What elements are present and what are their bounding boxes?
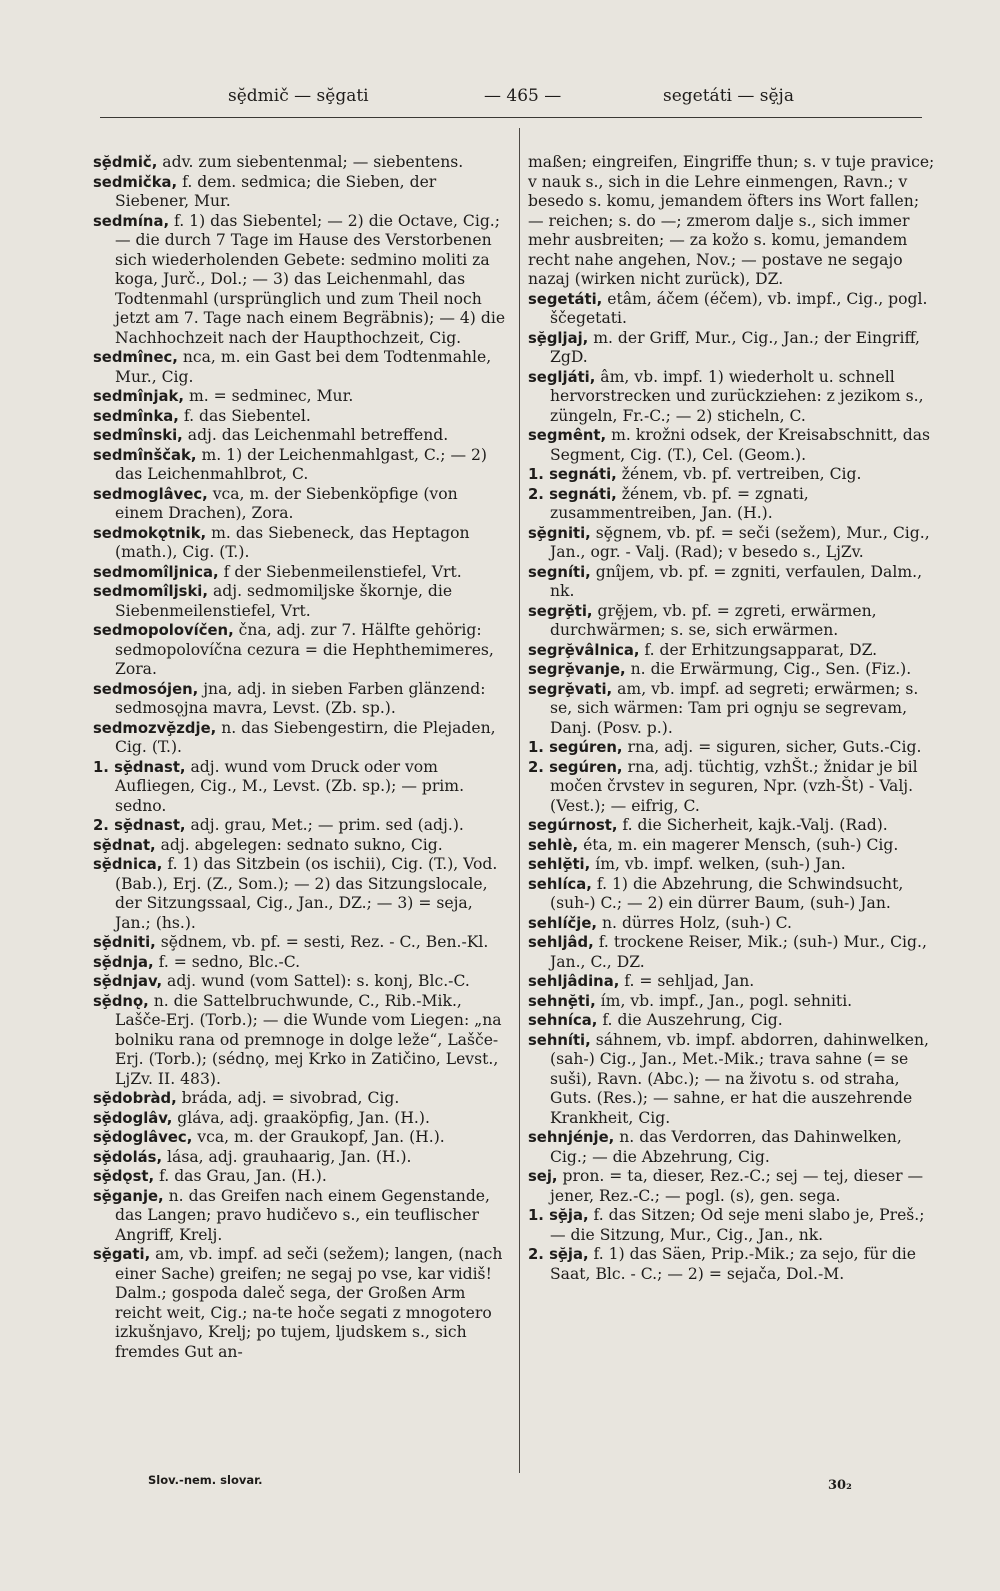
dictionary-entry [528,914,938,934]
entry-headword: segúrnost, [528,817,618,834]
dictionary-entry [93,953,506,973]
dictionary-entry [93,1089,506,1109]
entry-definition: am, vb. impf. ad seči (sežem); langen, (nach einer Sache) greifen; ne segaj po vse, kar vidiš! Dalm.; gospoda daleč sega, der Großen Arm reicht weit, Cig.; na-te hoče segati z mnogotero izkušnjavo, Krelj; po tujem, ljudskem s., sich fremdes Gut an- [115,1245,503,1361]
entry-definition: f. das Sitzen; Od seje meni slabo je, Preš.; — die Sitzung, Mur., Cig., Jan., nk. [550,1206,925,1244]
entry-headword: sedmînjak, [93,388,184,405]
entry-definition: adj. abgelegen: sednato sukno, Cig. [155,835,443,854]
dictionary-entry [528,836,938,856]
dictionary-entry [528,972,938,992]
dictionary-entry [528,368,938,427]
right-column [528,153,938,1284]
entry-definition: adj. wund (vom Sattel): s. konj, Blc.-C. [162,972,470,990]
entry-definition: f. 1) das Säen, Prip.-Mik.; za sejo, für die Saat, Blc. - C.; — 2) = sejača, Dol.-M. [550,1245,917,1283]
dictionary-entry [528,641,938,661]
entry-headword: sḝganje, [93,1187,164,1205]
entry-definition: m. der Griff, Mur., Cig., Jan.; der Eingriff, ZgD. [550,328,920,366]
entry-headword: sedmokǫtnik, [93,524,207,542]
entry-headword: sehljâdina, [528,973,620,990]
dictionary-entry [93,1128,506,1148]
entry-headword: 2. sḝja, [528,1246,589,1263]
entry-headword: sḝdnǫ, [93,992,149,1010]
entry-definition: n. das Greifen nach einem Gegenstande, das Langen; pravo hudičevo s., ein teuflischer Angriff, Krelj. [115,1186,490,1244]
entry-definition: ím, vb. impf., Jan., pogl. sehniti. [595,991,853,1010]
entry-headword: sḝgati, [93,1246,151,1263]
entry-definition: adj. sedmomiljske škornje, die Siebenmeilenstiefel, Vrt. [115,582,453,620]
entry-headword: sḝdobràd, [93,1090,177,1107]
entry-definition: n. das Siebengestirn, die Plejaden, Cig. (T.). [115,718,496,756]
dictionary-entry [528,563,938,602]
entry-definition: nca, m. ein Gast bei dem Todtenmahle, Mur., Cig. [115,348,492,386]
entry-headword: 1. sḝja, [528,1207,589,1224]
entry-definition: n. die Sattelbruchwunde, C., Rib.-Mik., Lašče-Erj. (Torb.); — die Wunde vom Liegen: „na bolniku rana od premnoge in dolge leže“, Lašče-Erj. (Torb.); (sédnǫ, mej Krko in Zatičino, Levst., LjZv. II. 483). [115,991,502,1088]
entry-definition: f. = sedno, Blc.-C. [153,952,301,971]
dictionary-entry [93,407,506,427]
entry-headword: sedmomîljnica, [93,563,219,581]
left-column [93,153,506,1362]
dictionary-entry [93,173,506,212]
entry-headword: sehnjénje, [528,1129,615,1146]
entry-headword: segrḝvati, [528,680,613,698]
entry-headword: 1. segúren, [528,739,623,756]
dictionary-entry [93,992,506,1090]
entry-definition: f. die Auszehrung, Cig. [597,1011,783,1029]
entry-definition: m. = sedminec, Mur. [183,387,354,405]
running-header [100,86,925,118]
dictionary-entry [528,153,938,290]
dictionary-entry [528,758,938,817]
entry-headword: sḝdoglâv, [93,1109,173,1127]
entry-headword: sedmozvḝzdje, [93,719,217,737]
entry-headword: sḝdniti, [93,934,156,951]
dictionary-entry [528,602,938,641]
entry-definition: n. das Verdorren, das Dahinwelken, Cig.; — die Abzehrung, Cig. [550,1128,902,1166]
entry-headword: sedmînec, [93,349,178,366]
entry-headword: sḝdmič, [93,154,158,171]
dictionary-entry [93,563,506,583]
entry-definition: f. = sehljad, Jan. [619,972,755,990]
entry-definition: pron. = ta, dieser, Rez.-C.; sej — tej, dieser — jener, Rez.-C.; — pogl. (s), gen. sega. [550,1167,924,1205]
entry-definition: gláva, adj. graaköpfig, Jan. (H.). [172,1108,430,1127]
entry-headword: sḝdnica, [93,856,163,873]
entry-headword: sedmoglâvec, [93,485,208,503]
entry-headword: sehnḝti, [528,992,596,1010]
entry-definition: f. das Siebentel. [178,406,311,425]
entry-headword: sḝdoglâvec, [93,1129,193,1146]
entry-definition: f. dem. sedmica; die Sieben, der Siebener, Mur. [115,172,437,210]
dictionary-entry [93,524,506,563]
entry-headword: sedmînski, [93,427,183,444]
entry-headword: sedmînka, [93,407,179,425]
entry-definition: f. 1) das Sitzbein (os ischii), Cig. (T.), Vod. (Bab.), Erj. (Z., Som.); — 2) das Sitzungslocale, der Sitzungssaal, Cig., Jan., DZ.; — 3) = seja, Jan.; (hs.). [115,855,498,932]
entry-headword: sehlíca, [528,875,592,893]
entry-headword: sedmína, [93,212,170,230]
dictionary-entry [528,875,938,914]
entry-definition: adv. zum siebentenmal; — siebentens. [157,153,464,171]
entry-headword: 2. sḝdnast, [93,817,186,834]
column-divider [519,128,520,1473]
entry-headword: sehníti, [528,1031,591,1049]
dictionary-entry [93,212,506,349]
entry-definition: f. trockene Reiser, Mik.; (suh-) Mur., Cig., Jan., C., DZ. [550,933,927,971]
entry-definition: f. der Erhitzungsapparat, DZ. [639,640,878,659]
dictionary-entry [528,992,938,1012]
dictionary-entry [528,329,938,368]
dictionary-entry [528,524,938,563]
dictionary-entry [528,1206,938,1245]
entry-definition: adj. grau, Met.; — prim. sed (adj.). [185,816,464,834]
entry-definition: adj. das Leichenmahl betreffend. [182,426,449,444]
dictionary-entry [528,426,938,465]
sheet-mark: 30₂ [828,1478,852,1493]
entry-definition: sáhnem, vb. impf. abdorren, dahinwelken, (sah-) Cig., Jan., Met.-Mik.; trava sahne (= se suši), Ravn. (Abc.); — na životu s. od straha, Guts. (Res.); — sahne, er hat die auszehrende Krankheit, Cig. [550,1030,929,1127]
entry-definition: vca, m. der Graukopf, Jan. (H.). [192,1128,445,1146]
dictionary-entry [93,836,506,856]
dictionary-entry [93,758,506,817]
entry-definition: čna, adj. zur 7. Hälfte gehörig: sedmopolovíčna cezura = die Hephthemimeres, Zora. [115,621,494,678]
entry-definition: âm, vb. impf. 1) wiederholt u. schnell hervorstrecken und zurückziehen: z jezikom s., züngeln, Fr.-C.; — 2) sticheln, C. [550,367,924,425]
entry-definition: jna, adj. in sieben Farben glänzend: sedmosǫjna mavra, Levst. (Zb. sp.). [115,679,486,717]
entry-headword: sedmopolovíčen, [93,622,234,639]
header-right-guide-words: segetáti — sḝja [663,86,794,106]
dictionary-entry [93,855,506,933]
entry-headword: sej, [528,1168,558,1185]
entry-definition: f. die Sicherheit, kajk.-Valj. (Rad). [617,816,888,834]
entry-definition: etâm, áčem (éčem), vb. impf., Cig., pogl. ščegetati. [550,289,928,327]
dictionary-entry [528,485,938,524]
dictionary-entry [528,1011,938,1031]
dictionary-entry [93,1245,506,1362]
dictionary-entry [93,1167,506,1187]
entry-headword: sedmomîljski, [93,583,208,600]
dictionary-entry [93,719,506,758]
entry-definition: adj. wund vom Druck oder vom Aufliegen, Cig., M., Levst. (Zb. sp.); — prim. sedno. [115,757,465,815]
entry-definition: f. das Grau, Jan. (H.). [154,1167,327,1185]
entry-headword: segrḝti, [528,602,593,620]
entry-headword: 1. sḝdnast, [93,758,186,776]
entry-definition: am, vb. impf. ad segreti; erwärmen; s. se, sich wärmen: Tam pri ognju se segrevam, Danj. (Posv. p.). [550,679,919,737]
dictionary-entry [528,1245,938,1284]
dictionary-entry [93,387,506,407]
dictionary-entry [528,680,938,739]
entry-definition: žénem, vb. pf. = zgnati, zusammentreiben, Jan. (H.). [550,484,809,522]
entry-headword: segrḝvâlnica, [528,641,640,659]
dictionary-entry [93,426,506,446]
entry-headword: sḝdnat, [93,836,156,854]
entry-headword: sḝdolás, [93,1148,163,1166]
entry-definition: bráda, adj. = sivobrad, Cig. [176,1089,400,1107]
dictionary-entry [93,485,506,524]
dictionary-entry [528,660,938,680]
entry-headword: sedmičkа, [93,173,178,191]
entry-definition: m. 1) der Leichenmahlgast, C.; — 2) das Leichenmahlbrot, C. [115,445,488,483]
entry-definition: maßen; eingreifen, Eingriffe thun; s. v tuje pravice; v nauk s., sich in die Lehre einmengen, Ravn.; v besedo s. komu, jemandem öfters ins Wort fallen; — reichen; s. do —; zmerom dalje s., sich immer mehr ausbreiten; — za kožo s. komu, jemandem recht nahe angehen, Nov.; — postave ne segajo nazaj (wirken nicht zurück), DZ. [528,153,935,288]
entry-definition: n. die Erwärmung, Cig., Sen. (Fiz.). [625,660,912,678]
entry-headword: sehlíčje, [528,914,598,932]
entry-headword: 2. segnáti, [528,485,617,503]
entry-definition: f. 1) das Siebentel; — 2) die Octave, Cig.; — die durch 7 Tage im Hause des Verstorbenen sich wiederholenden Gebete: sedmino moliti za koga, Jurč., Dol.; — 3) das Leichenmahl, das Todtenmahl (ursprünglich und zum Theil noch jetzt am 7. Tage nach einem Begräbnis); — 4) die Nachhochzeit nach der Haupthochzeit, Cig. [115,211,506,347]
dictionary-entry [528,465,938,485]
signature-mark: Slov.-nem. slovar. [148,1473,263,1487]
entry-definition: m. das Siebeneck, das Heptagon (math.), Cig. (T.). [115,523,470,561]
entry-headword: sedmînščak, [93,446,197,464]
dictionary-entry [93,582,506,621]
entry-definition: vca, m. der Siebenköpfige (von einem Drachen), Zora. [115,484,458,522]
entry-headword: sḝdnja, [93,953,154,971]
entry-headword: sehlḝti, [528,856,591,873]
dictionary-entry [528,1167,938,1206]
dictionary-entry [93,1109,506,1129]
dictionary-entry [528,290,938,329]
entry-definition: rna, adj. tüchtig, vzhŠt.; žnidar je bil močen črvstev in seguren, Npr. (vzh-Št) - Valj. (Vest.); — eifrig, C. [550,757,918,815]
entry-headword: sehlè, [528,836,579,854]
entry-headword: sḝdnjav, [93,973,163,990]
dictionary-entry [93,972,506,992]
entry-definition: m. krožni odsek, der Kreisabschnitt, das Segment, Cig. (T.), Cel. (Geom.). [550,426,930,464]
entry-headword: segetáti, [528,290,603,308]
dictionary-entry [528,1031,938,1129]
header-left-guide-words: sḝdmič — sḝgati [228,86,369,106]
entry-headword: segrḝvanje, [528,661,626,678]
entry-definition: ím, vb. impf. welken, (suh-) Jan. [590,855,846,873]
dictionary-entry [528,1128,938,1167]
dictionary-entry [528,816,938,836]
entry-headword: sehníca, [528,1012,598,1029]
dictionary-entry [528,933,938,972]
entry-definition: sḝgnem, vb. pf. = seči (sežem), Mur., Cig., Jan., ogr. - Valj. (Rad); v besedo s., LjZv. [550,523,930,561]
entry-headword: segljáti, [528,368,596,386]
entry-definition: f der Siebenmeilenstiefel, Vrt. [218,562,462,581]
dictionary-entry [528,855,938,875]
dictionary-entry [528,738,938,758]
entry-headword: sḝgniti, [528,524,591,542]
entry-headword: segníti, [528,563,591,581]
dictionary-entry [93,1148,506,1168]
dictionary-entry [93,446,506,485]
dictionary-entry [93,933,506,953]
header-rule [100,117,922,118]
dictionary-entry [93,348,506,387]
entry-definition: sḝdnem, vb. pf. = sesti, Rez. - C., Ben.-Kl. [155,933,489,951]
page-number: — 465 — [484,86,562,106]
entry-definition: žénem, vb. pf. vertreiben, Cig. [616,465,862,483]
entry-headword: 1. segnáti, [528,466,617,483]
dictionary-entry [93,621,506,680]
entry-definition: gnîjem, vb. pf. = zgniti, verfaulen, Dalm., nk. [550,562,923,600]
entry-definition: éta, m. ein magerer Mensch, (suh-) Cig. [578,835,899,854]
entry-definition: rna, adj. = siguren, sicher, Guts.-Cig. [622,738,922,756]
dictionary-entry [93,153,506,173]
entry-headword: sehljâd, [528,934,594,951]
entry-headword: sḝgljaj, [528,329,589,347]
entry-headword: segmênt, [528,427,607,444]
entry-definition: grḝjem, vb. pf. = zgreti, erwärmen, durchwärmen; s. se, sich erwärmen. [550,601,877,639]
entry-definition: f. 1) die Abzehrung, die Schwindsucht, (suh-) C.; — 2) ein dürrer Baum, (suh-) Jan. [550,874,904,912]
dictionary-entry [93,1187,506,1246]
dictionary-entry [93,816,506,836]
dictionary-entry [93,680,506,719]
entry-definition: lása, adj. grauhaarig, Jan. (H.). [162,1147,412,1166]
entry-headword: 2. segúren, [528,758,623,776]
entry-headword: sedmosójen, [93,680,199,698]
entry-headword: sḝdǫst, [93,1168,155,1185]
entry-definition: n. dürres Holz, (suh-) C. [597,913,792,932]
